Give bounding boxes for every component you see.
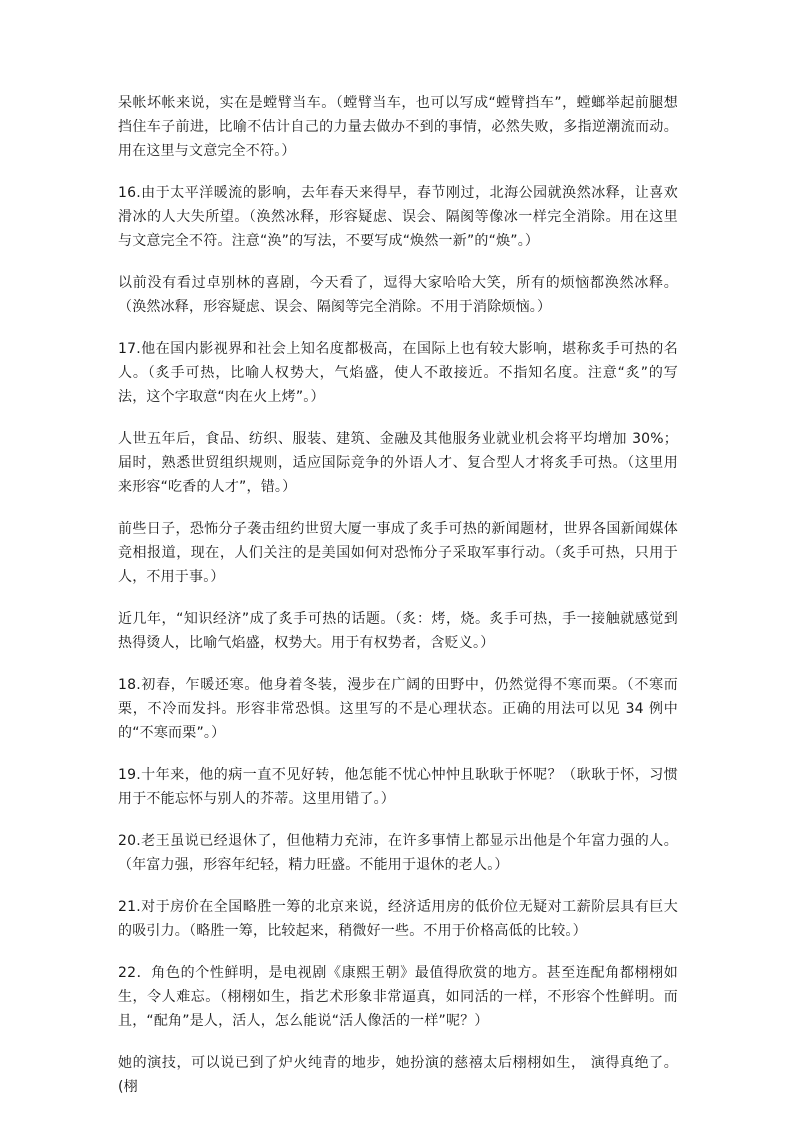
paragraph-13: 她的演技，可以说已到了炉火纯青的地步，她扮演的慈禧太后栩栩如生， 演得真绝了。(栩: [118, 1055, 678, 1095]
paragraph-10: 20.老王虽说已经退休了，但他精力充沛，在许多事情上都显示出他是个年富力强的人。（年富力强，形容年纪轻，精力旺盛。不能用于退休的老人。）: [118, 833, 678, 873]
paragraph-4: 17.他在国内影视界和社会上知名度都极高，在国际上也有较大影响，堪称炙手可热的名人。（炙手可热，比喻人权势大，气焰盛，使人不敢接近。不指知名度。注意“炙”的写法，这个字取意“肉在火上烤”。）: [118, 341, 678, 405]
paragraph-6: 前些日子，恐怖分子袭击纽约世贸大厦一事成了炙手可热的新闻题材，世界各国新闻媒体竞相报道，现在，人们关注的是美国如何对恐怖分子采取军事行动。（炙手可热，只用于人，不用于事。）: [118, 521, 678, 585]
paragraph-11: 21.对于房价在全国略胜一筹的北京来说，经济适用房的低价位无疑对工薪阶层具有巨大的吸引力。（略胜一筹，比较起来，稍微好一些。不用于价格高低的比较。）: [118, 899, 678, 939]
paragraph-2: 16.由于太平洋暖流的影响，去年春天来得早，春节刚过，北海公园就涣然冰释，让喜欢滑冰的人大失所望。（涣然冰释，形容疑虑、误会、隔阂等像冰一样完全消除。用在这里与文意完全不符。注意“涣”的写法，不要写成“焕然一新”的“焕”。）: [118, 185, 678, 249]
paragraph-12: 22．角色的个性鲜明，是电视剧《康熙王朝》最值得欣赏的地方。甚至连配角都栩栩如生，令人难忘。（栩栩如生，指艺术形象非常逼真，如同活的一样，不形容个性鲜明。而且，“配角”是人，活人，怎么能说“活人像活的一样”呢？）: [118, 965, 678, 1029]
paragraph-9: 19.十年来，他的病一直不见好转，他怎能不忧心忡忡且耿耿于怀呢？（耿耿于怀，习惯用于不能忘怀与别人的芥蒂。这里用错了。）: [118, 767, 678, 807]
paragraph-3: 以前没有看过卓别林的喜剧，今天看了，逗得大家哈哈大笑，所有的烦恼都涣然冰释。（涣然冰释，形容疑虑、误会、隔阂等完全消除。不用于消除烦恼。）: [118, 275, 678, 315]
paragraph-5: 人世五年后，食品、纺织、服装、建筑、金融及其他服务业就业机会将平均增加 30%；届时，熟悉世贸组织规则，适应国际竞争的外语人才、复合型人才将炙手可热。（这里用来形容“吃香的人才”，错。）: [118, 431, 678, 495]
paragraph-1: 呆帐坏帐来说，实在是螳臂当车。（螳臂当车，也可以写成“螳臂挡车”，螳螂举起前腿想挡住车子前进，比喻不估计自己的力量去做办不到的事情，必然失败，多指逆潮流而动。用在这里与文意完全不符。）: [118, 95, 678, 159]
document-body: [118, 91, 678, 1099]
paragraph-7: 近几年，“知识经济”成了炙手可热的话题。（炙：烤，烧。炙手可热，手一接触就感觉到热得烫人，比喻气焰盛，权势大。用于有权势者，含贬义。）: [118, 611, 678, 651]
paragraph-8: 18.初春，乍暖还寒。他身着冬装，漫步在广阔的田野中，仍然觉得不寒而栗。（不寒而栗，不冷而发抖。形容非常恐惧。这里写的不是心理状态。正确的用法可以见 34 例中的“不寒而栗”。）: [118, 677, 678, 741]
